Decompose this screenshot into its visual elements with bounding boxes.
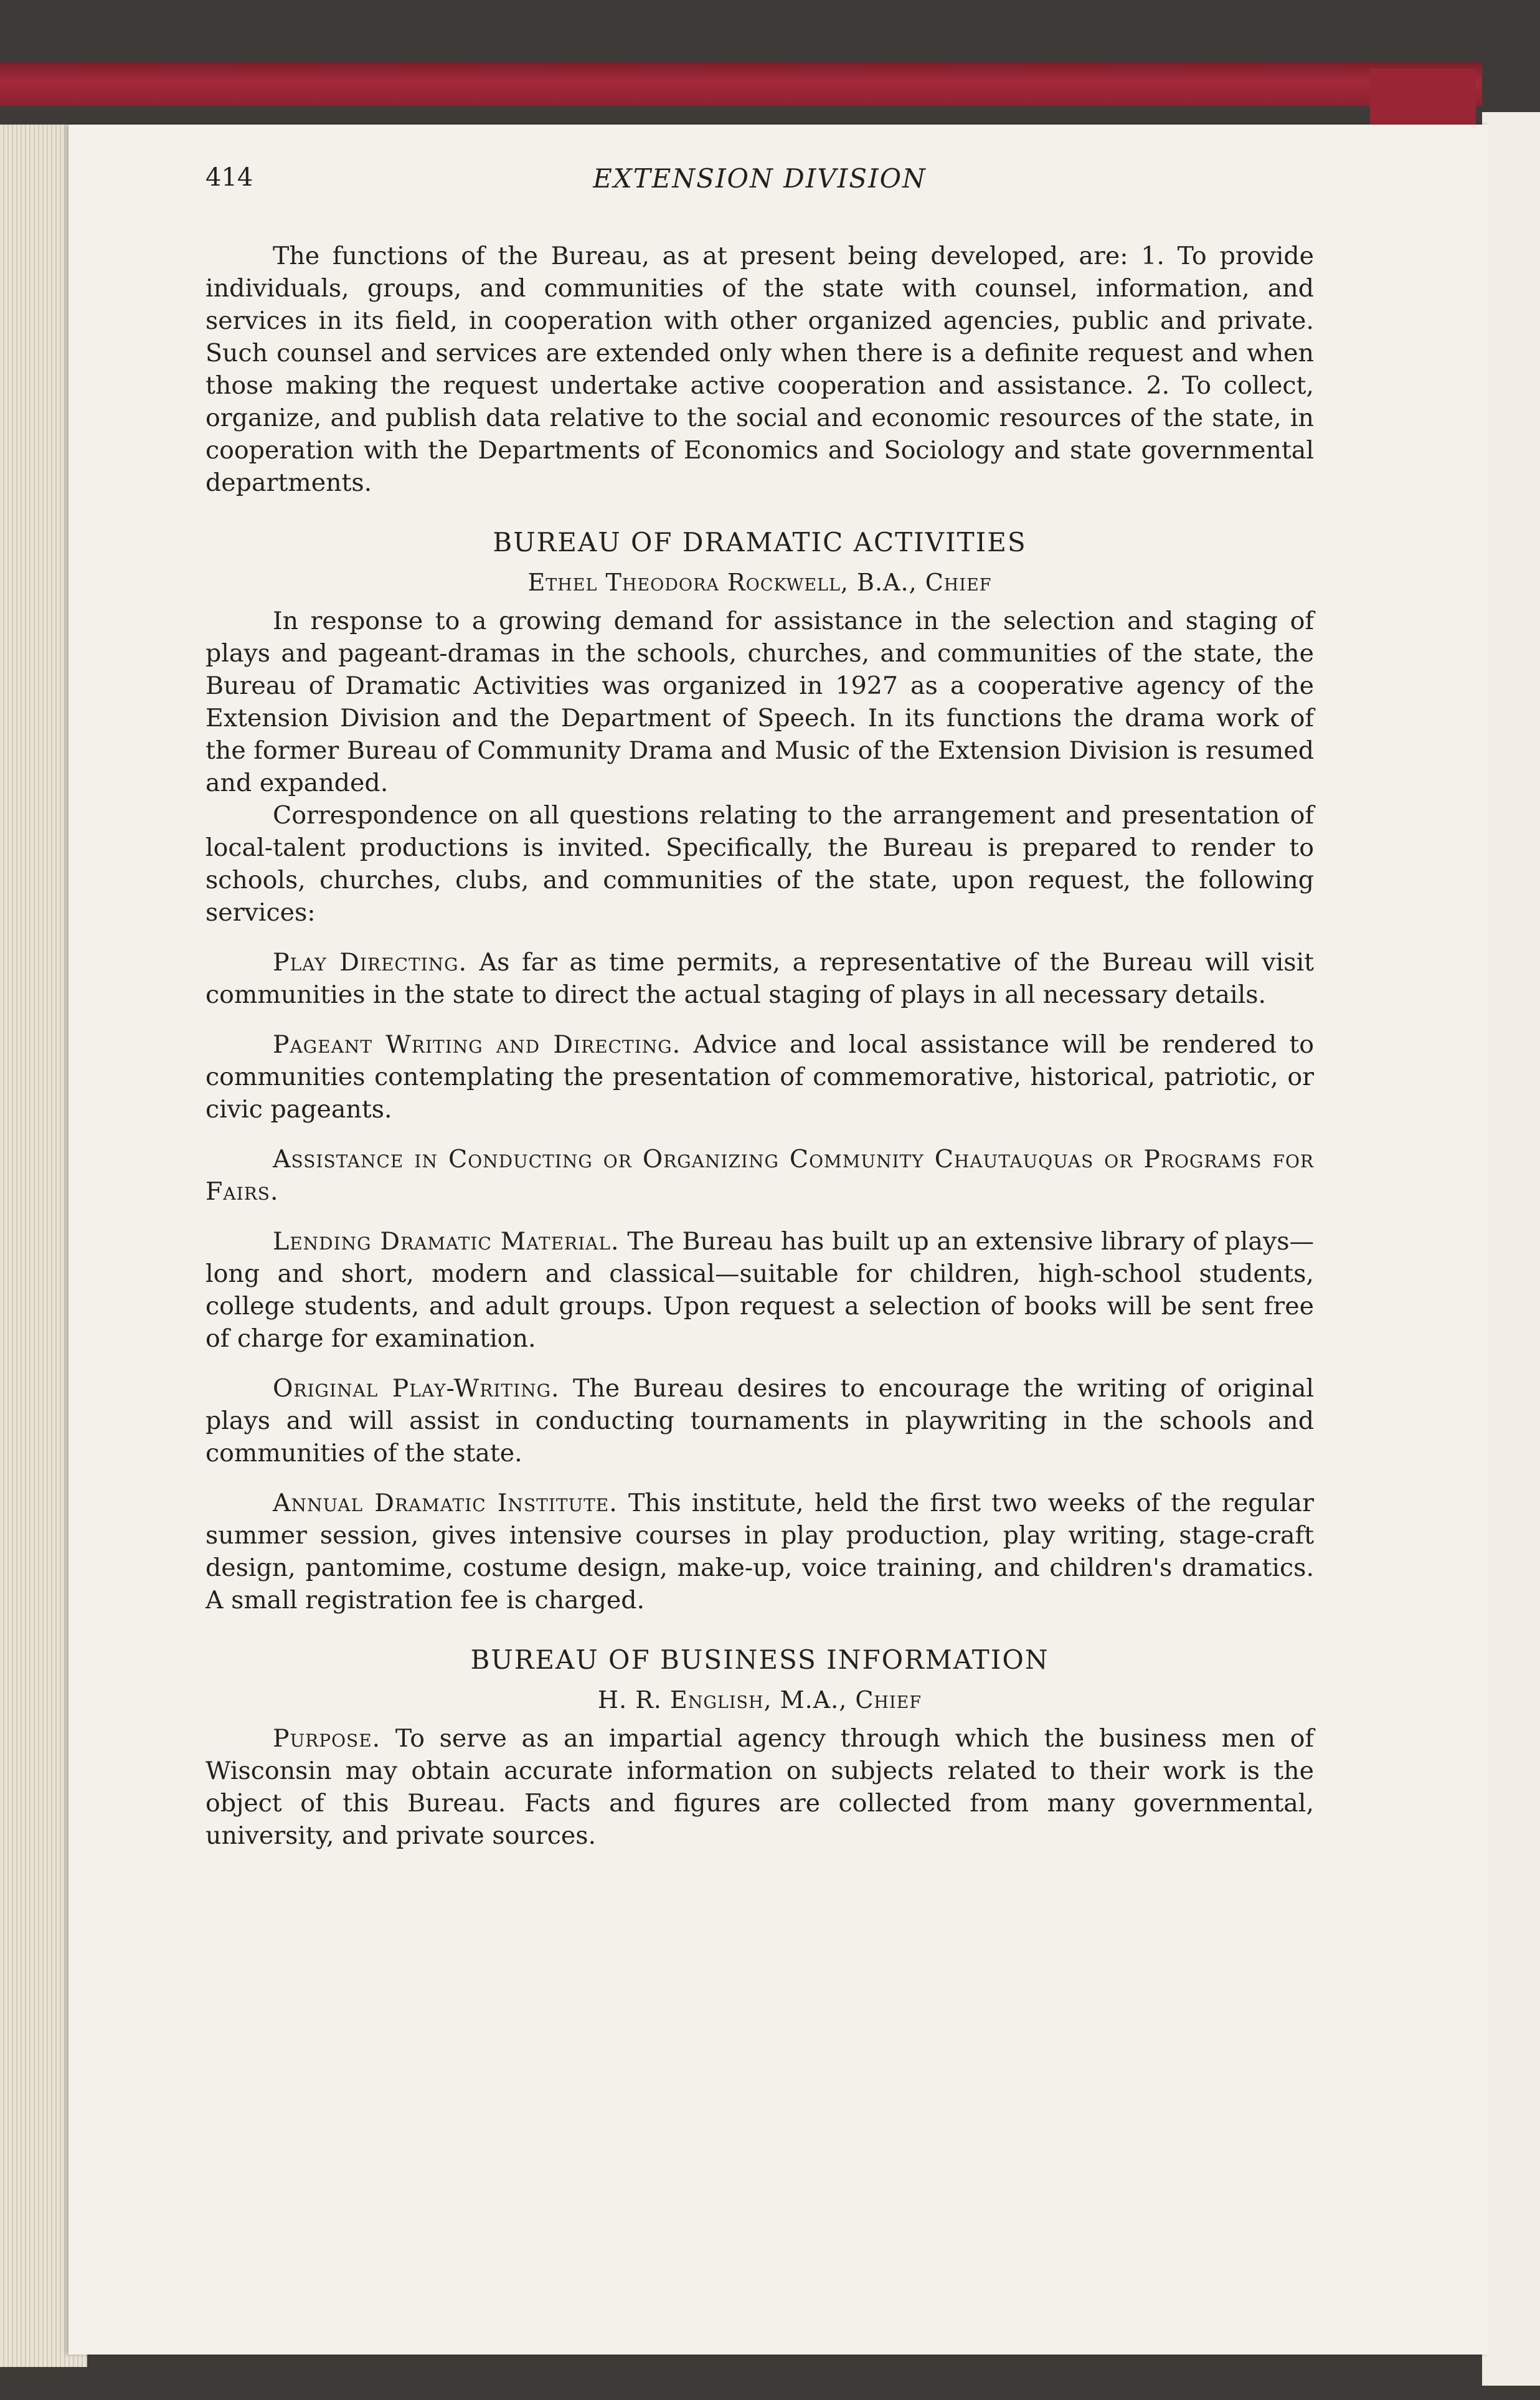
dramatic-paragraph-1: In response to a growing demand for assistance in the selection and staging of plays and pageant-dramas in the schools, churches, and communities of the state, the Bureau of Dramatic Activities was organized in 1927 as a cooperative agency of the Extension Division and the Department of Speech. In its functions the drama work of the former Bureau of Community Drama and Music of the Extension Division is resumed and expanded. [205,607,1314,797]
service-dramatic-institute [205,1487,1314,1616]
book-binding-edge [0,62,1482,106]
running-title: EXTENSION DIVISION [593,163,927,194]
service-title: Original Play-Writing. [273,1374,560,1403]
service-title: Lending Dramatic Material. [273,1227,620,1256]
service-text: This institute, held the first two weeks of the regular summer session, gives intensive courses in play production, play writing, stage-craft design, pantomime, costume design, make-up, voice training, and children's dramatics. A small registration fee is charged. [205,1489,1314,1615]
service-play-directing [205,946,1314,1011]
business-purpose-paragraph [205,1722,1314,1852]
section-heading-dramatic: BUREAU OF DRAMATIC ACTIVITIES [493,527,1027,557]
dramatic-paragraph-2: Correspondence on all questions relating to the arrangement and presentation of local-talent productions is invited. Specifically, the Bureau is prepared to render to schools, churches, clubs, and communities of the state, upon request, the following services: [205,801,1314,927]
section-heading-business: BUREAU OF BUSINESS INFORMATION [470,1644,1049,1675]
adjacent-page-edge [1482,112,1540,2386]
section-byline-dramatic: Ethel Theodora Rockwell, B.A., Chief [527,569,992,596]
section-byline-business: H. R. English, M.A., Chief [597,1686,922,1714]
page-body [205,240,1314,1852]
purpose-title: Purpose. [273,1724,381,1753]
service-title: Pageant Writing and Directing. [273,1030,681,1059]
page-number: 414 [205,163,253,192]
service-text: As far as time permits, a representative of the Bureau will visit communities in the state to direct the actual staging of plays in all necessary details. [205,948,1314,1009]
service-pageant-writing [205,1028,1314,1126]
service-original-play-writing [205,1372,1314,1469]
service-chautauquas [205,1143,1314,1208]
service-text: The Bureau has built up an extensive library of plays—long and short, modern and classical—suitable for children, high-school students, college students, and adult groups. Upon request a selection of books will be sent free of charge for examination. [205,1227,1314,1353]
intro-paragraph: The functions of the Bureau, as at present being developed, are: 1. To provide individuals, groups, and communities of the state with counsel, information, and services in its field, in cooperation with other organized agencies, public and private. Such counsel and services are extended only when there is a definite request and when those making the request undertake active cooperation and assistance. 2. To collect, organize, and publish data relative to the social and economic resources of the state, in cooperation with the Departments of Economics and Sociology and state governmental departments. [205,242,1314,497]
service-title: Annual Dramatic Institute. [273,1489,618,1517]
service-title: Assistance in Conducting or Organizing Community Chautauquas or Programs for Fairs. [205,1145,1314,1206]
service-lending-material [205,1225,1314,1355]
service-text: The Bureau desires to encourage the writing of original plays and will assist in conducting tournaments in playwriting in the schools and communities of the state. [205,1374,1314,1468]
running-head [205,163,1314,201]
service-title: Play Directing. [273,948,468,977]
purpose-text: To serve as an impartial agency through which the business men of Wisconsin may obtain accurate information on subjects related to their work is the object of this Bureau. Facts and figures are collected from many governmental, university, and private sources. [205,1724,1314,1850]
service-text: Advice and local assistance will be rendered to communities contemplating the presentation of commemorative, historical, patriotic, or civic pageants. [205,1030,1314,1124]
